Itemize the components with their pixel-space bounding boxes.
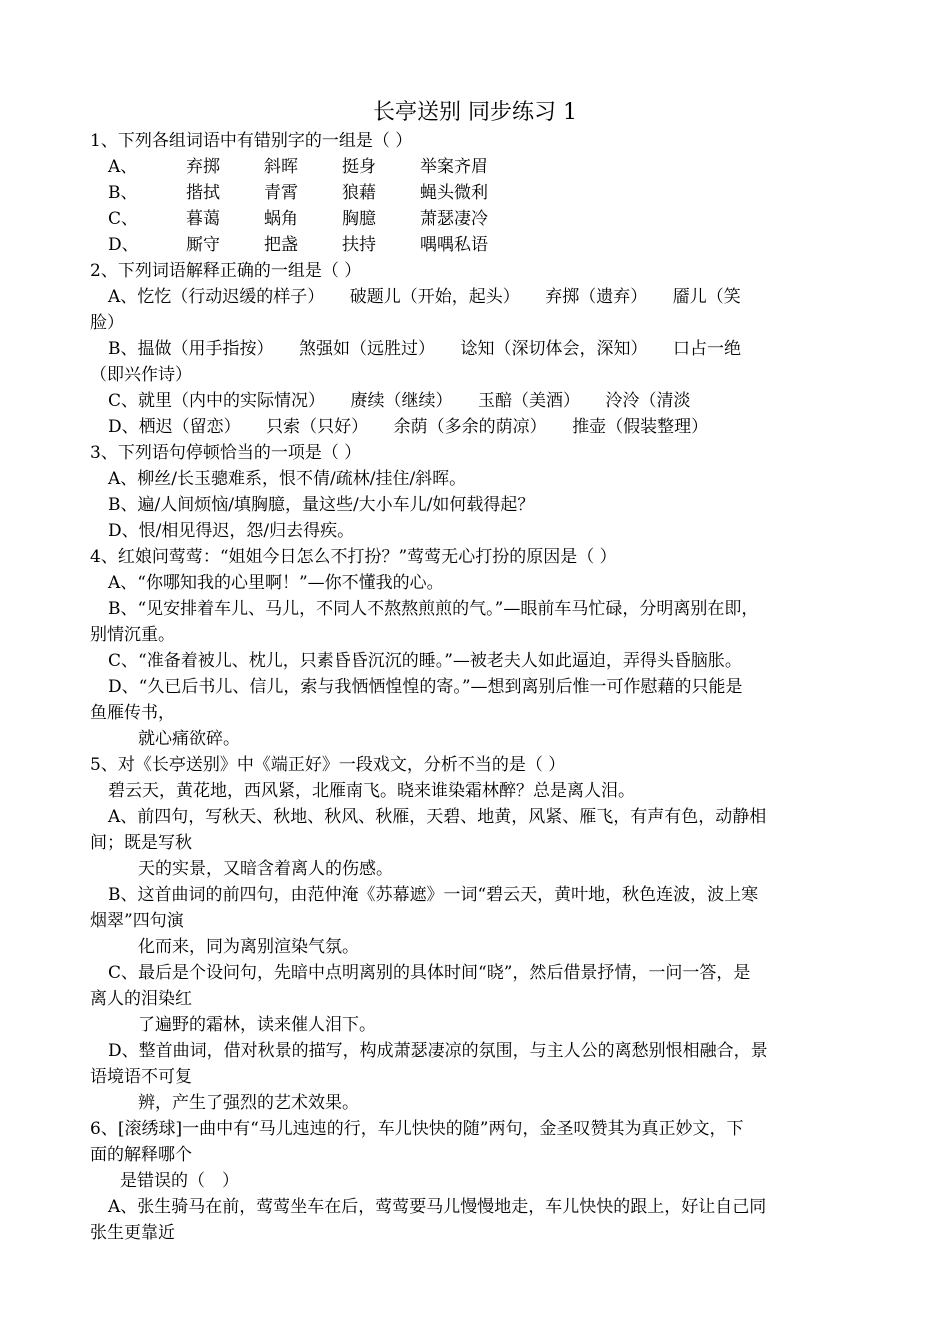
q6-option-a-cont: 张生更靠近 (90, 1223, 175, 1243)
q2-option-d: D、栖迟（留恋） 只索（只好） 余荫（多余的荫凉） 推壶（假装整理） (108, 417, 709, 437)
q2-option-a-cont: 脸） (90, 313, 124, 333)
q3-option-a: A、柳丝/长玉骢难系，恨不倩/疏林/挂住/斜晖。 (108, 469, 467, 489)
q1-option-d (90, 232, 860, 258)
q4-option-d-cont: 鱼雁传书， (90, 703, 175, 723)
q3-option-b: B、遍/人间烦恼/填胸臆，量这些/大小车儿/如何载得起？ (108, 495, 535, 515)
q5-option-b-cont: 烟翠”四句演 (90, 911, 184, 931)
option-label: A、 (108, 157, 138, 177)
option-word: 挺身 (342, 157, 376, 177)
q5-quote: 碧云天，黄花地，西风紧，北雁南飞。晓来谁染霜林醉？总是离人泪。 (108, 781, 635, 801)
option-label: D、 (108, 235, 139, 255)
q3-option-d: D、恨/相见得迟，怨/归去得疾。 (108, 521, 355, 541)
q1-option-a (90, 154, 860, 180)
option-word: 狼藉 (342, 183, 376, 203)
q6-stem: 6、[滚绣球]一曲中有“马儿迍迍的行，车儿快快的随”两句，金圣叹赞其为真正妙文，下 (90, 1119, 744, 1139)
q2-option-b: B、揾做（用手指按） 煞强如（远胜过） 谂知（深切体会，深知） 口占一绝 (108, 339, 741, 359)
option-word: 弃掷 (186, 157, 220, 177)
option-word: 蝇头微利 (420, 183, 488, 203)
q5-stem: 5、对《长亭送别》中《端正好》一段戏文，分析不当的是（ ） (90, 755, 566, 775)
option-word: 举案齐眉 (420, 157, 488, 177)
q5-option-a-cont: 间；既是写秋 (90, 833, 192, 853)
q4-option-d-cont2: 就心痛欲碎。 (138, 729, 240, 749)
option-word: 青霄 (264, 183, 298, 203)
exercise-body (90, 128, 860, 1246)
option-word: 斜晖 (264, 157, 298, 177)
option-label: B、 (108, 183, 138, 203)
q1-option-c (90, 206, 860, 232)
option-word: 厮守 (186, 235, 220, 255)
q4-option-d: D、“久已后书儿、信儿，索与我恓恓惶惶的寄。”—想到离别后惟一可作慰藉的只能是 (108, 677, 743, 697)
option-word: 蜗角 (264, 209, 298, 229)
page-title: 长亭送别 同步练习 1 (373, 100, 577, 125)
q3-stem: 3、下列语句停顿恰当的一项是（ ） (90, 443, 362, 463)
q5-option-c: C、最后是个设问句，先暗中点明离别的具体时间“晓”，然后借景抒情，一问一答，是 (108, 963, 751, 983)
q2-stem: 2、下列词语解释正确的一组是（ ） (90, 261, 362, 281)
q2-option-c: C、就里（内中的实际情况） 赓续（继续） 玉醅（美酒） 泠泠（清淡 (108, 391, 691, 411)
q5-option-d-cont: 语境语不可复 (90, 1067, 192, 1087)
option-word: 揩拭 (186, 183, 220, 203)
q4-option-b: B、“见安排着车儿、马儿，不同人不熬熬煎煎的气。”—眼前车马忙碌，分明离别在即， (108, 599, 759, 619)
option-word: 扶持 (342, 235, 376, 255)
option-word: 把盏 (264, 235, 298, 255)
q2-option-b-cont: （即兴作诗） (90, 365, 192, 385)
q2-option-a: A、忔忔（行动迟缓的样子） 破题儿（开始，起头） 弃掷（遗弃） 靥儿（笑 (108, 287, 741, 307)
option-word: 胸臆 (342, 209, 376, 229)
q6-option-a: A、张生骑马在前，莺莺坐车在后，莺莺要马儿慢慢地走，车儿快快的跟上，好让自己同 (108, 1197, 767, 1217)
q5-option-d-cont2: 辨，产生了强烈的艺术效果。 (138, 1093, 359, 1113)
option-word: 暮蔼 (186, 209, 220, 229)
q5-option-c-cont2: 了遍野的霜林，读来催人泪下。 (138, 1015, 376, 1035)
q4-option-a: A、“你哪知我的心里啊！”—你不懂我的心。 (108, 573, 444, 593)
q1-stem: 1、下列各组词语中有错别字的一组是（ ） (90, 131, 413, 151)
q5-option-c-cont: 离人的泪染红 (90, 989, 192, 1009)
option-word: 萧瑟凄冷 (420, 209, 488, 229)
q5-option-b: B、这首曲词的前四句，由范仲淹《苏幕遮》一词“碧云天，黄叶地，秋色连波，波上寒 (108, 885, 759, 905)
q4-option-b-cont: 别情沉重。 (90, 625, 175, 645)
q6-stem-cont2: 是错误的（ ） (120, 1171, 239, 1191)
q5-option-d: D、整首曲词，借对秋景的描写，构成萧瑟凄凉的氛围，与主人公的离愁别恨相融合，景 (108, 1041, 768, 1061)
q5-option-a-cont2: 天的实景，又暗含着离人的伤感。 (138, 859, 393, 879)
q5-option-b-cont2: 化而来，同为离别渲染气氛。 (138, 937, 359, 957)
option-word: 喁喁私语 (420, 235, 488, 255)
q5-option-a: A、前四句，写秋天、秋地、秋风、秋雁，天碧、地黄，风紧、雁飞，有声有色，动静相 (108, 807, 767, 827)
option-label: C、 (108, 209, 139, 229)
q6-stem-cont: 面的解释哪个 (90, 1145, 192, 1165)
q4-option-c: C、“准备着被儿、枕儿，只素昏昏沉沉的睡。”—被老夫人如此逼迫，弄得头昏脑胀。 (108, 651, 742, 671)
q4-stem: 4、红娘问莺莺：“姐姐今日怎么不打扮？”莺莺无心打扮的原因是（ ） (90, 547, 617, 567)
q1-option-b (90, 180, 860, 206)
